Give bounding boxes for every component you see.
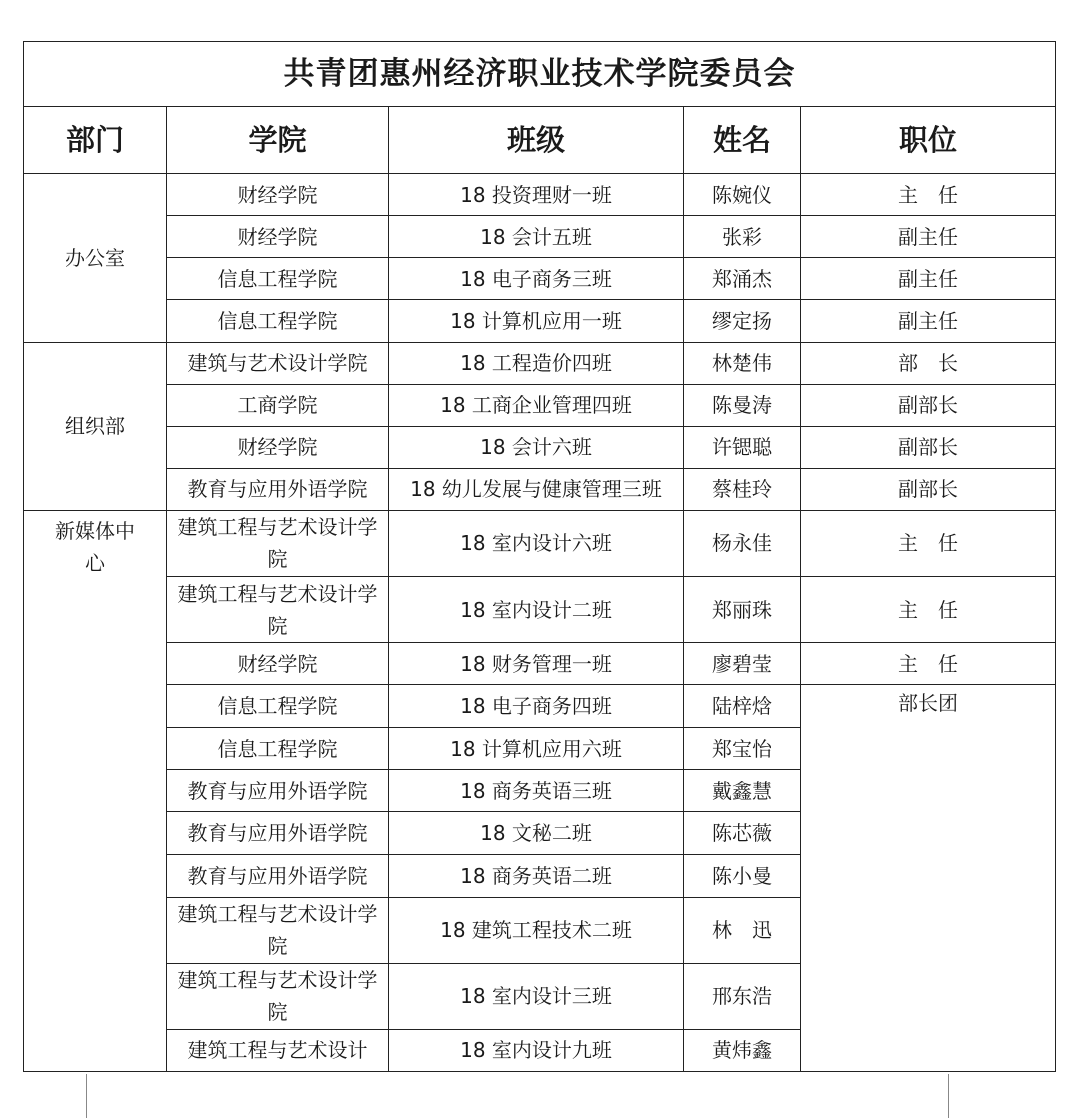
name-cell: 张彩	[684, 216, 801, 258]
name-cell: 缪定扬	[684, 300, 801, 342]
class-cell: 18 室内设计九班	[389, 1029, 684, 1071]
name-cell: 郑涌杰	[684, 258, 801, 300]
position-cell: 副部长	[801, 468, 1056, 510]
name-cell: 陈小曼	[684, 854, 801, 897]
college-cell: 教育与应用外语学院	[167, 468, 389, 510]
college-cell: 财经学院	[167, 216, 389, 258]
name-cell: 戴鑫慧	[684, 770, 801, 812]
class-cell: 18 计算机应用一班	[389, 300, 684, 342]
class-cell: 18 工商企业管理四班	[389, 384, 684, 426]
name-cell: 廖碧莹	[684, 643, 801, 685]
header-row	[24, 107, 1056, 174]
table-row	[24, 577, 1056, 643]
position-cell: 主 任	[801, 643, 1056, 685]
class-cell: 18 室内设计六班	[389, 510, 684, 576]
college-cell: 教育与应用外语学院	[167, 770, 389, 812]
class-cell: 18 投资理财一班	[389, 174, 684, 216]
class-cell: 18 电子商务四班	[389, 685, 684, 728]
class-cell: 18 建筑工程技术二班	[389, 897, 684, 963]
table-row	[24, 216, 1056, 258]
name-cell: 郑丽珠	[684, 577, 801, 643]
table-row	[24, 510, 1056, 576]
class-cell: 18 电子商务三班	[389, 258, 684, 300]
position-cell: 主 任	[801, 510, 1056, 576]
name-cell: 许锶聪	[684, 426, 801, 468]
position-cell: 主 任	[801, 577, 1056, 643]
table-title: 共青团惠州经济职业技术学院委员会	[24, 42, 1056, 107]
class-cell: 18 会计六班	[389, 426, 684, 468]
college-cell: 财经学院	[167, 426, 389, 468]
position-cell: 副主任	[801, 216, 1056, 258]
position-cell: 副部长	[801, 426, 1056, 468]
department-organization: 组织部	[24, 342, 167, 510]
table-row	[24, 643, 1056, 685]
class-cell: 18 会计五班	[389, 216, 684, 258]
college-cell: 建筑工程与艺术设计学院	[167, 577, 389, 643]
table-row	[24, 258, 1056, 300]
class-cell: 18 财务管理一班	[389, 643, 684, 685]
college-cell: 建筑与艺术设计学院	[167, 342, 389, 384]
college-cell: 工商学院	[167, 384, 389, 426]
class-cell: 18 室内设计二班	[389, 577, 684, 643]
name-cell: 陈曼涛	[684, 384, 801, 426]
table-row	[24, 468, 1056, 510]
class-cell: 18 商务英语二班	[389, 854, 684, 897]
header-position: 职位	[801, 107, 1056, 174]
college-cell: 财经学院	[167, 174, 389, 216]
table-row	[24, 426, 1056, 468]
name-cell: 林 迅	[684, 897, 801, 963]
college-cell: 信息工程学院	[167, 258, 389, 300]
name-cell: 陈芯薇	[684, 812, 801, 854]
college-cell: 建筑工程与艺术设计学院	[167, 510, 389, 576]
class-cell: 18 文秘二班	[389, 812, 684, 854]
name-cell: 杨永佳	[684, 510, 801, 576]
header-department: 部门	[24, 107, 167, 174]
college-cell: 建筑工程与艺术设计学院	[167, 897, 389, 963]
class-cell: 18 幼儿发展与健康管理三班	[389, 468, 684, 510]
table-row	[24, 300, 1056, 342]
position-cell: 部 长	[801, 342, 1056, 384]
header-class: 班级	[389, 107, 684, 174]
name-cell: 陈婉仪	[684, 174, 801, 216]
position-cell: 副部长	[801, 384, 1056, 426]
table-row	[24, 342, 1056, 384]
class-cell: 18 工程造价四班	[389, 342, 684, 384]
college-cell: 信息工程学院	[167, 300, 389, 342]
college-cell: 信息工程学院	[167, 685, 389, 728]
college-cell: 教育与应用外语学院	[167, 854, 389, 897]
department-office: 办公室	[24, 174, 167, 342]
name-cell: 邢东浩	[684, 963, 801, 1029]
college-cell: 建筑工程与艺术设计	[167, 1029, 389, 1071]
class-cell: 18 商务英语三班	[389, 770, 684, 812]
college-cell: 建筑工程与艺术设计学院	[167, 963, 389, 1029]
college-cell: 财经学院	[167, 643, 389, 685]
name-cell: 林楚伟	[684, 342, 801, 384]
position-cell: 主 任	[801, 174, 1056, 216]
table-row	[24, 384, 1056, 426]
header-name: 姓名	[684, 107, 801, 174]
class-cell: 18 室内设计三班	[389, 963, 684, 1029]
page-edge-mark-right	[948, 1074, 949, 1118]
committee-table	[23, 41, 1056, 1072]
header-college: 学院	[167, 107, 389, 174]
department-new-media: 新媒体中心	[24, 510, 167, 1071]
page-edge-mark-left	[86, 1074, 87, 1118]
name-cell: 郑宝怡	[684, 728, 801, 770]
name-cell: 蔡桂玲	[684, 468, 801, 510]
position-cell-group: 部长团	[801, 685, 1056, 1072]
position-cell: 副主任	[801, 258, 1056, 300]
title-row	[24, 42, 1056, 107]
table-row	[24, 174, 1056, 216]
college-cell: 信息工程学院	[167, 728, 389, 770]
name-cell: 黄炜鑫	[684, 1029, 801, 1071]
class-cell: 18 计算机应用六班	[389, 728, 684, 770]
table-row	[24, 685, 1056, 728]
college-cell: 教育与应用外语学院	[167, 812, 389, 854]
position-cell: 副主任	[801, 300, 1056, 342]
name-cell: 陆梓焓	[684, 685, 801, 728]
